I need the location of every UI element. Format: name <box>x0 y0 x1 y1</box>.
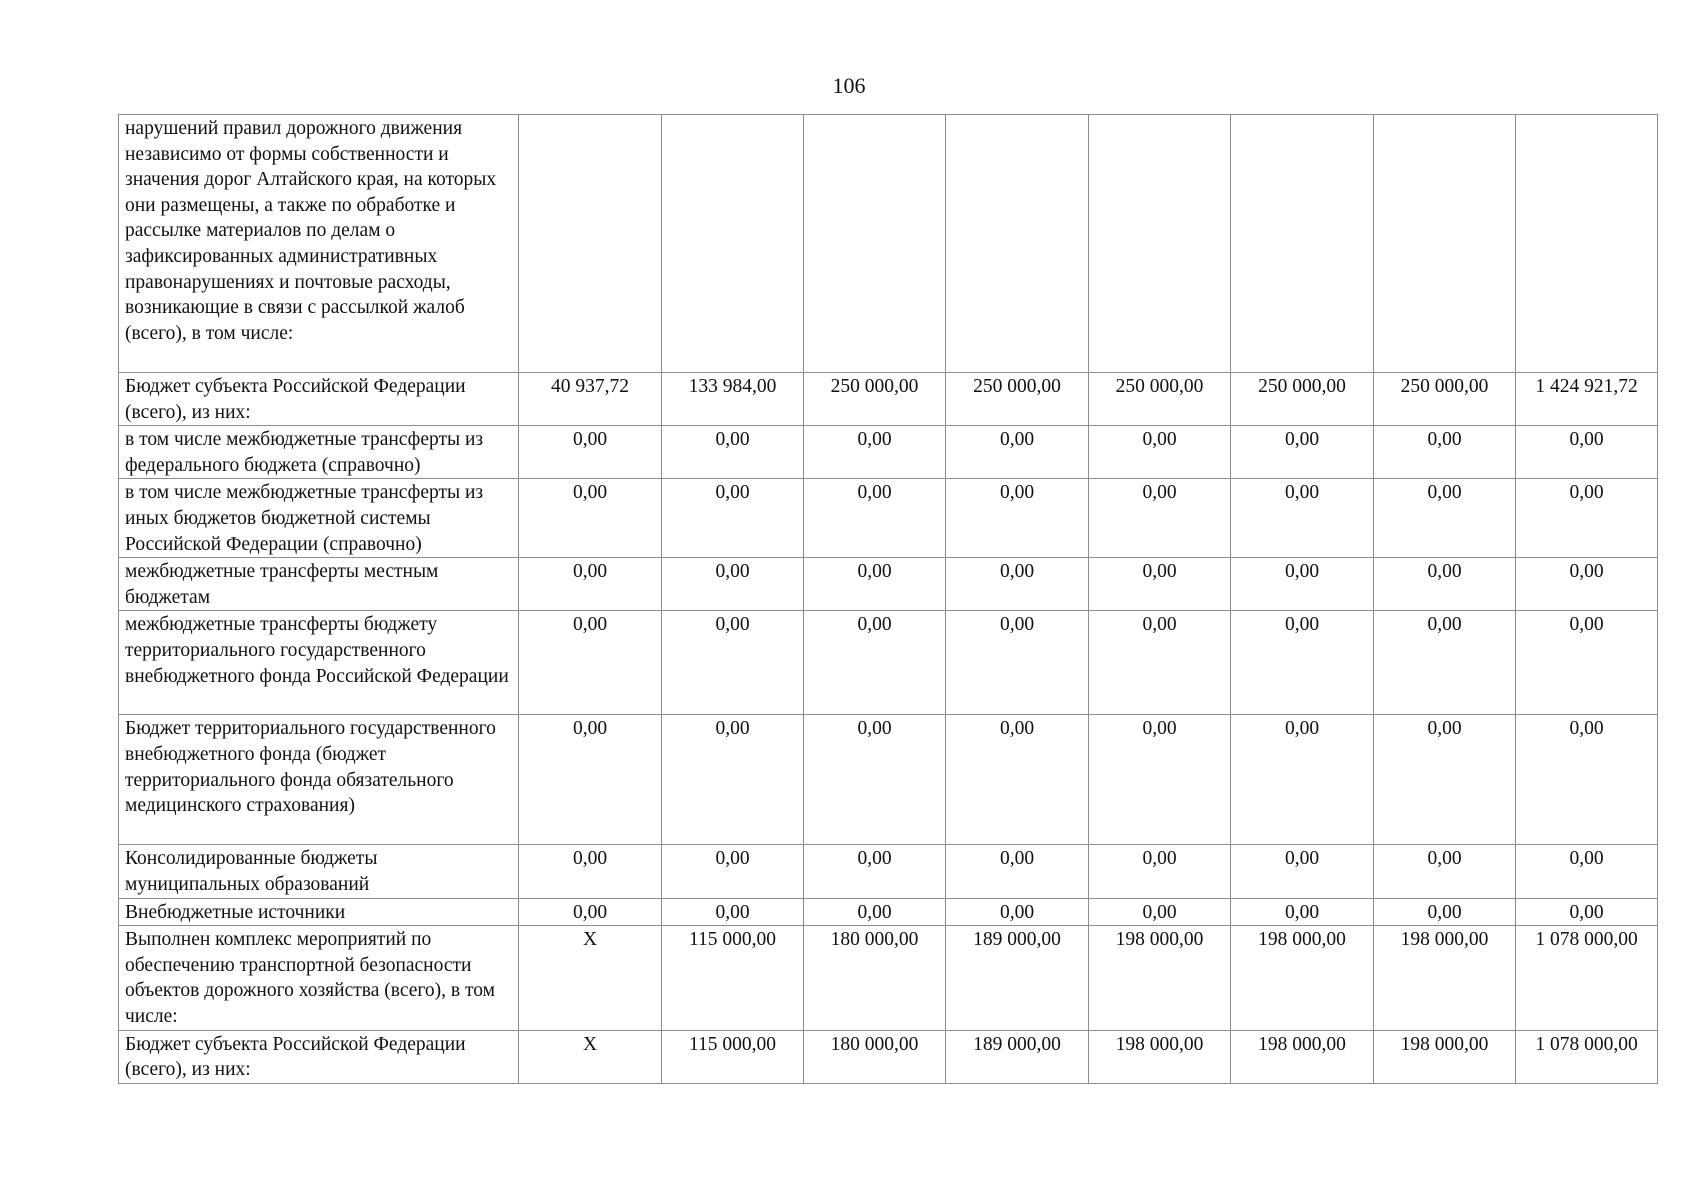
value-cell: 198 000,00 <box>1089 1030 1231 1083</box>
value-cell: 198 000,00 <box>1231 926 1374 1030</box>
value-cell <box>1089 115 1231 373</box>
row-label-cell: межбюджетные трансферты бюджету территориального государственного внебюджетного фонда Российской Федерации <box>119 611 519 715</box>
value-cell: 0,00 <box>1516 845 1658 898</box>
value-cell: 250 000,00 <box>946 373 1089 426</box>
value-cell: 0,00 <box>662 558 804 611</box>
value-cell: 0,00 <box>1231 715 1374 845</box>
value-cell: 0,00 <box>1089 845 1231 898</box>
page-number: 106 <box>832 73 866 98</box>
value-cell: 0,00 <box>519 426 662 479</box>
table-body <box>119 115 1658 1084</box>
value-cell: 0,00 <box>1089 611 1231 715</box>
value-cell: 0,00 <box>946 715 1089 845</box>
value-cell: 180 000,00 <box>804 926 946 1030</box>
table-row <box>119 898 1658 926</box>
value-cell: 0,00 <box>1374 898 1516 926</box>
row-label-cell: в том числе межбюджетные трансферты из иных бюджетов бюджетной системы Российской Федерации (справочно) <box>119 479 519 558</box>
budget-table <box>118 114 1658 1084</box>
row-label-cell: нарушений правил дорожного движения независимо от формы собственности и значения дорог Алтайского края, на которых они размещены, а также по обработке и рассылке материалов по делам о зафиксированных административных правонарушениях и почтовые расходы, возникающие в связи с рассылкой жалоб (всего), в том числе: <box>119 115 519 373</box>
value-cell: 0,00 <box>804 845 946 898</box>
value-cell <box>946 115 1089 373</box>
value-cell: 0,00 <box>1089 558 1231 611</box>
table-row <box>119 1030 1658 1083</box>
value-cell: 0,00 <box>519 715 662 845</box>
value-cell: 0,00 <box>804 611 946 715</box>
value-cell: 0,00 <box>946 426 1089 479</box>
value-cell: 0,00 <box>519 845 662 898</box>
value-cell: 198 000,00 <box>1374 1030 1516 1083</box>
value-cell: 0,00 <box>1089 898 1231 926</box>
row-label-cell: Консолидированные бюджеты муниципальных образований <box>119 845 519 898</box>
value-cell: 180 000,00 <box>804 1030 946 1083</box>
value-cell: 1 078 000,00 <box>1516 1030 1658 1083</box>
value-cell: 0,00 <box>519 558 662 611</box>
value-cell: 1 078 000,00 <box>1516 926 1658 1030</box>
value-cell: 0,00 <box>1231 898 1374 926</box>
value-cell: 198 000,00 <box>1374 926 1516 1030</box>
value-cell: 115 000,00 <box>662 1030 804 1083</box>
table-row <box>119 373 1658 426</box>
row-label-cell: в том числе межбюджетные трансферты из федерального бюджета (справочно) <box>119 426 519 479</box>
value-cell: 0,00 <box>804 715 946 845</box>
value-cell: 0,00 <box>1231 479 1374 558</box>
value-cell: 0,00 <box>946 558 1089 611</box>
value-cell <box>662 115 804 373</box>
value-cell: 0,00 <box>946 611 1089 715</box>
value-cell: 0,00 <box>1516 479 1658 558</box>
value-cell: 0,00 <box>519 611 662 715</box>
value-cell: 40 937,72 <box>519 373 662 426</box>
value-cell: 0,00 <box>1374 715 1516 845</box>
table-row <box>119 426 1658 479</box>
value-cell: 0,00 <box>1516 611 1658 715</box>
table-row <box>119 715 1658 845</box>
table-row <box>119 558 1658 611</box>
value-cell: 250 000,00 <box>1231 373 1374 426</box>
value-cell: 189 000,00 <box>946 926 1089 1030</box>
value-cell: 0,00 <box>946 898 1089 926</box>
value-cell: 0,00 <box>1089 715 1231 845</box>
value-cell: 0,00 <box>1516 715 1658 845</box>
value-cell: 115 000,00 <box>662 926 804 1030</box>
value-cell: 0,00 <box>1231 558 1374 611</box>
value-cell: 0,00 <box>662 898 804 926</box>
value-cell: 0,00 <box>946 479 1089 558</box>
value-cell: 0,00 <box>1231 611 1374 715</box>
value-cell <box>1516 115 1658 373</box>
row-label-cell: Внебюджетные источники <box>119 898 519 926</box>
table-row <box>119 611 1658 715</box>
value-cell: 0,00 <box>662 611 804 715</box>
value-cell: 0,00 <box>1516 898 1658 926</box>
table-row <box>119 926 1658 1030</box>
value-cell: 0,00 <box>1231 426 1374 479</box>
value-cell: 189 000,00 <box>946 1030 1089 1083</box>
value-cell: 133 984,00 <box>662 373 804 426</box>
value-cell: 0,00 <box>662 845 804 898</box>
value-cell: 0,00 <box>1089 426 1231 479</box>
value-cell: 0,00 <box>1374 845 1516 898</box>
value-cell: 0,00 <box>946 845 1089 898</box>
value-cell <box>519 115 662 373</box>
value-cell: 198 000,00 <box>1231 1030 1374 1083</box>
value-cell: 0,00 <box>804 479 946 558</box>
row-label-cell: Выполнен комплекс мероприятий по обеспечению транспортной безопасности объектов дорожного хозяйства (всего), в том числе: <box>119 926 519 1030</box>
value-cell: 0,00 <box>1374 558 1516 611</box>
value-cell: 1 424 921,72 <box>1516 373 1658 426</box>
value-cell <box>804 115 946 373</box>
value-cell: 0,00 <box>662 715 804 845</box>
value-cell: 250 000,00 <box>1374 373 1516 426</box>
table-row <box>119 479 1658 558</box>
value-cell: 0,00 <box>1374 611 1516 715</box>
value-cell: 250 000,00 <box>1089 373 1231 426</box>
value-cell: X <box>519 926 662 1030</box>
value-cell: 0,00 <box>804 426 946 479</box>
value-cell: 0,00 <box>1374 426 1516 479</box>
value-cell: 0,00 <box>1516 426 1658 479</box>
row-label-cell: Бюджет субъекта Российской Федерации (всего), из них: <box>119 373 519 426</box>
value-cell: 0,00 <box>804 558 946 611</box>
row-label-cell: Бюджет субъекта Российской Федерации (всего), из них: <box>119 1030 519 1083</box>
value-cell: 0,00 <box>1089 479 1231 558</box>
table-row <box>119 115 1658 373</box>
value-cell: 0,00 <box>662 426 804 479</box>
value-cell: X <box>519 1030 662 1083</box>
value-cell: 0,00 <box>662 479 804 558</box>
value-cell <box>1374 115 1516 373</box>
value-cell: 198 000,00 <box>1089 926 1231 1030</box>
row-label-cell: межбюджетные трансферты местным бюджетам <box>119 558 519 611</box>
value-cell: 250 000,00 <box>804 373 946 426</box>
value-cell: 0,00 <box>519 479 662 558</box>
value-cell: 0,00 <box>1516 558 1658 611</box>
value-cell: 0,00 <box>804 898 946 926</box>
value-cell: 0,00 <box>519 898 662 926</box>
table-row <box>119 845 1658 898</box>
value-cell <box>1231 115 1374 373</box>
value-cell: 0,00 <box>1231 845 1374 898</box>
value-cell: 0,00 <box>1374 479 1516 558</box>
row-label-cell: Бюджет территориального государственного внебюджетного фонда (бюджет территориального фонда обязательного медицинского страхования) <box>119 715 519 845</box>
